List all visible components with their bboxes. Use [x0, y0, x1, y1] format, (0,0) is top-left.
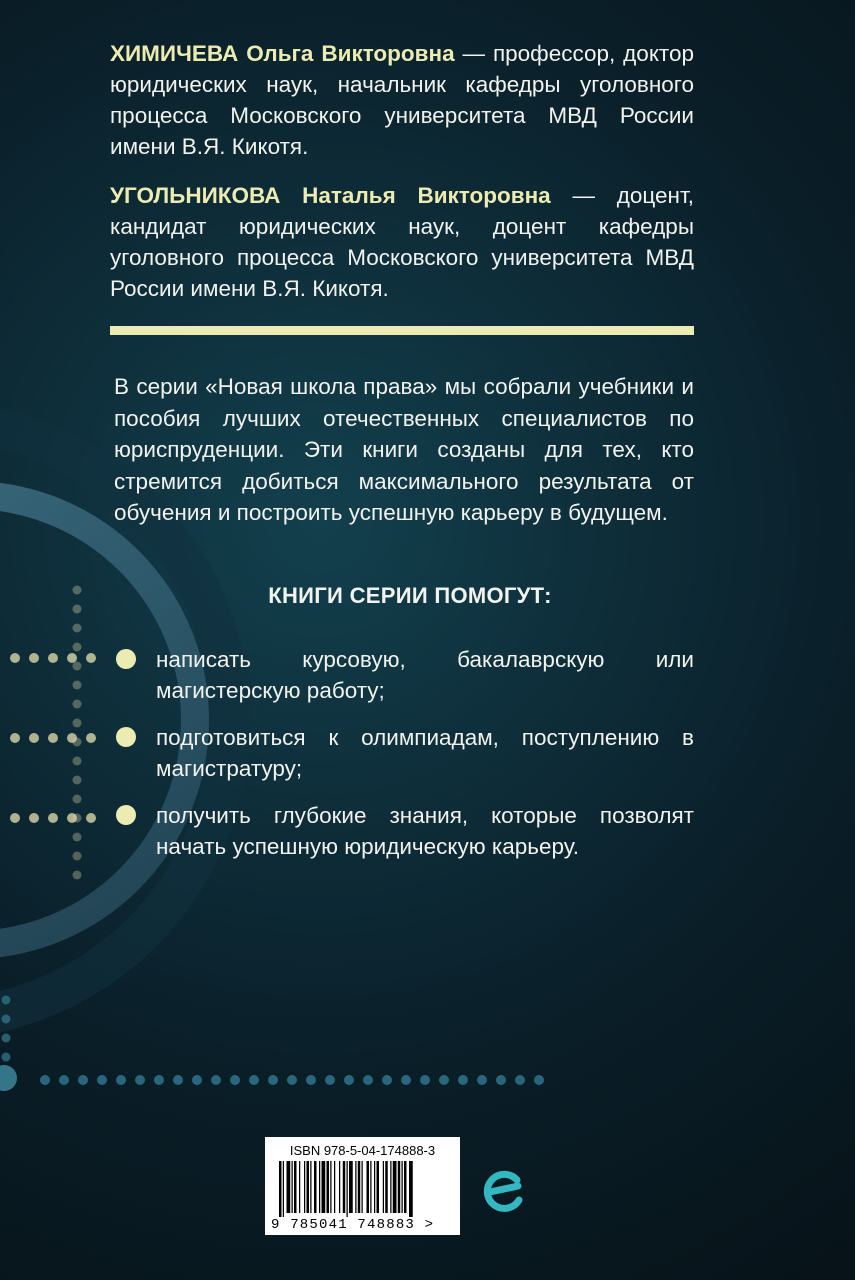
decorative-dot	[420, 1075, 430, 1085]
decorative-dot	[78, 1075, 88, 1085]
decorative-dot	[73, 833, 82, 842]
benefits-list	[114, 644, 694, 878]
decorative-dot	[59, 1075, 69, 1085]
list-item-text: получить глубокие знания, которые позволят начать успешную юридическую карьеру.	[156, 803, 694, 859]
decorative-dot	[97, 1075, 107, 1085]
decorative-dot	[73, 643, 82, 652]
barcode-bar	[287, 1161, 291, 1213]
decorative-dot	[73, 662, 82, 671]
author-name: ХИМИЧЕВА Ольга Викторовна	[110, 41, 455, 66]
decorative-dot	[67, 733, 77, 743]
barcode-bar	[377, 1161, 380, 1213]
decorative-dot	[2, 1053, 11, 1062]
bullet-dot-icon	[116, 727, 136, 747]
author-description: — профессор, доктор юридических наук, начальник кафедры уголовного процесса Московского университета МВД России имени В.Я. Кикотя.	[110, 41, 694, 159]
barcode-bar	[349, 1161, 353, 1213]
barcode-icon	[275, 1161, 450, 1217]
decorative-dot	[48, 733, 58, 743]
decorative-dot	[496, 1075, 506, 1085]
decorative-dot	[135, 1075, 145, 1085]
barcode-bar	[409, 1161, 413, 1217]
barcode-bar	[374, 1161, 375, 1213]
barcode-bar	[294, 1161, 297, 1213]
divider-bar	[110, 326, 694, 335]
decorative-dot	[48, 813, 58, 823]
decorative-dot	[40, 1075, 50, 1085]
decorative-dot	[73, 795, 82, 804]
decorative-dot	[67, 653, 77, 663]
decorative-dot	[73, 719, 82, 728]
barcode-bar	[398, 1161, 401, 1213]
barcode-bar	[347, 1161, 348, 1217]
barcode-bar	[319, 1161, 320, 1213]
decorative-dot	[73, 624, 82, 633]
decorative-dot	[249, 1075, 259, 1085]
barcode-bar	[402, 1161, 403, 1213]
barcode-bar	[322, 1161, 326, 1213]
decorative-dot	[287, 1075, 297, 1085]
decorative-dot	[477, 1075, 487, 1085]
decorative-dot	[73, 757, 82, 766]
list-item	[114, 644, 694, 706]
barcode-digits: 9 785041 748883 >	[271, 1217, 435, 1233]
barcode-bar	[358, 1161, 361, 1213]
decorative-dot	[382, 1075, 392, 1085]
list-item-text: подготовиться к олимпиадам, поступлению в магистратуру;	[156, 725, 694, 781]
decorative-dot	[86, 733, 96, 743]
decorative-dot	[515, 1075, 525, 1085]
author-bio-ugolnikova	[110, 180, 694, 304]
decorative-dot	[458, 1075, 468, 1085]
decorative-dot	[268, 1075, 278, 1085]
isbn-text: ISBN 978-5-04-174888-3	[289, 1143, 436, 1158]
barcode-bar	[327, 1161, 330, 1213]
bullet-dot-icon	[116, 649, 136, 669]
barcode-bar	[355, 1161, 356, 1213]
barcode-label	[265, 1137, 460, 1235]
barcode-bar	[385, 1161, 388, 1213]
decorative-dot	[154, 1075, 164, 1085]
barcode-bar	[339, 1161, 340, 1213]
barcode-bar	[310, 1161, 311, 1213]
decorative-dot	[48, 653, 58, 663]
barcode-bar	[314, 1161, 317, 1213]
bullet-dot-icon	[116, 805, 136, 825]
decorative-dot	[73, 700, 82, 709]
decorative-dot	[10, 813, 20, 823]
author-description: — доцент, кандидат юридических наук, доцент кафедры уголовного процесса Московского университета МВД России имени В.Я. Кикотя.	[110, 183, 695, 301]
barcode-bar	[307, 1161, 310, 1213]
decorative-dot	[173, 1075, 183, 1085]
decorative-dot	[10, 653, 20, 663]
decorative-dot	[73, 776, 82, 785]
barcode-bar	[362, 1161, 363, 1213]
barcode-bar	[292, 1161, 293, 1213]
list-item	[114, 800, 694, 862]
author-bio-himicheva	[110, 38, 694, 162]
decorative-dot	[73, 814, 82, 823]
decorative-dot	[534, 1075, 544, 1085]
barcode-bar	[393, 1161, 397, 1213]
decorative-dot	[325, 1075, 335, 1085]
decorative-dot	[439, 1075, 449, 1085]
decorative-dot	[230, 1075, 240, 1085]
decorative-dot	[2, 996, 11, 1005]
help-title: КНИГИ СЕРИИ ПОМОГУТ:	[268, 583, 552, 608]
barcode-bar	[404, 1161, 407, 1213]
decorative-dot	[29, 733, 39, 743]
decorative-dot	[86, 813, 96, 823]
barcode-bar	[370, 1161, 371, 1213]
barcode-bar	[279, 1161, 282, 1217]
decorative-dot	[344, 1075, 354, 1085]
decorative-dot	[73, 852, 82, 861]
decorative-dot	[116, 1075, 126, 1085]
eksmo-logo-icon	[481, 1166, 525, 1214]
barcode-bar	[330, 1161, 331, 1213]
decorative-dot	[211, 1075, 221, 1085]
decorative-dot	[29, 813, 39, 823]
decorative-dot	[73, 738, 82, 747]
barcode-bar	[299, 1161, 300, 1213]
barcode-bar	[283, 1161, 284, 1217]
decorative-dot	[67, 813, 77, 823]
decorative-dot	[73, 681, 82, 690]
decorative-dot	[2, 1034, 11, 1043]
list-item-text: написать курсовую, бакалаврскую или магистерскую работу;	[156, 647, 694, 703]
decorative-dot	[363, 1075, 373, 1085]
decorative-dot	[192, 1075, 202, 1085]
decorative-dot	[73, 871, 82, 880]
decorative-dot	[29, 653, 39, 663]
decorative-dot	[306, 1075, 316, 1085]
decorative-dot	[0, 1065, 17, 1091]
barcode-bar	[390, 1161, 391, 1213]
barcode-bar	[383, 1161, 384, 1213]
author-name: УГОЛЬНИКОВА Наталья Викторовна	[110, 183, 551, 208]
list-item	[114, 722, 694, 784]
barcode-bar	[334, 1161, 335, 1213]
decorative-dot	[86, 653, 96, 663]
decorative-dot	[2, 1015, 11, 1024]
barcode-bar	[367, 1161, 370, 1213]
decorative-dot	[10, 733, 20, 743]
barcode-bar	[343, 1161, 346, 1213]
barcode-bar	[304, 1161, 305, 1213]
decorative-dot	[401, 1075, 411, 1085]
series-intro: В серии «Новая школа права» мы собрали учебники и пособия лучших отечественных специалистов по юриспруденции. Эти книги созданы для тех, кто стремится добиться максимального результата от обучения и построить успешную карьеру в будущем.	[114, 374, 694, 525]
